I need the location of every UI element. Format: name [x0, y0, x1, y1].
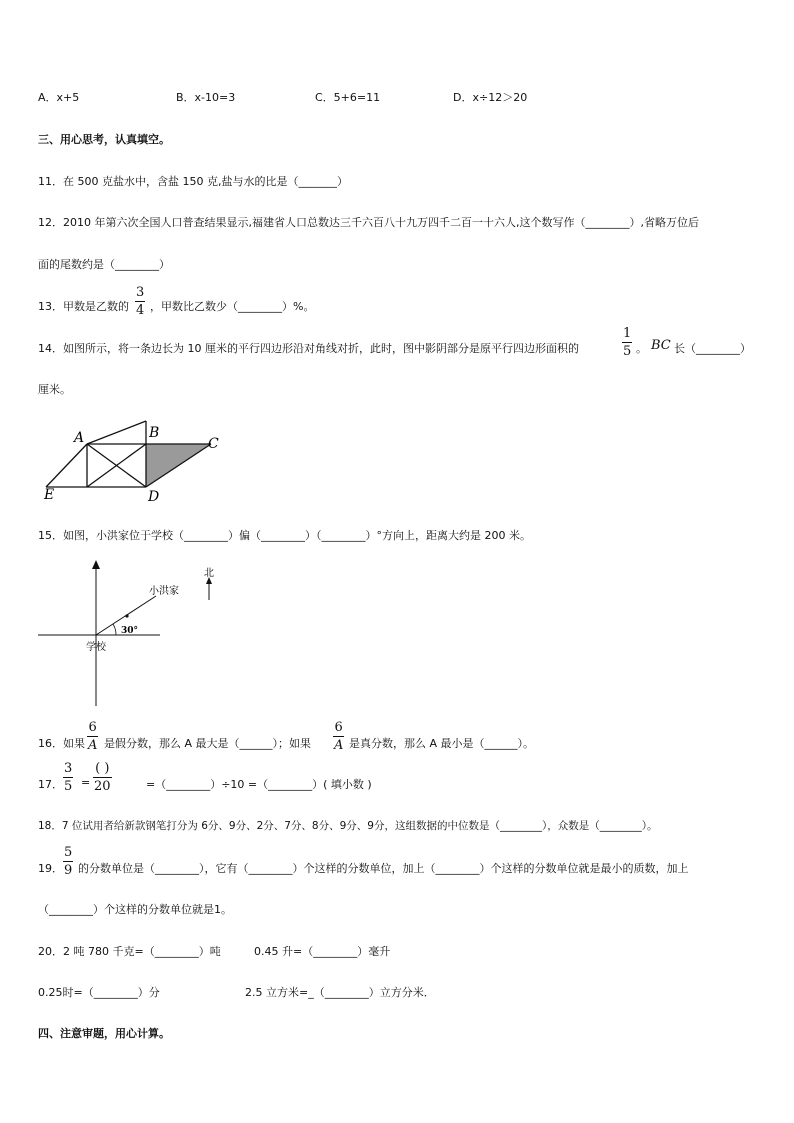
- question-15: 15．如图，小洪家位于学校（________）偏（________）（________）°方向上，距离大约是 200 米。: [38, 529, 531, 542]
- option-b: B．x-10=3: [176, 91, 236, 104]
- question-14-pre: 14．如图所示，将一条边长为 10 厘米的平行四边形沿对角线对折，此时，图中影阴部分是原平行四边形面积的: [38, 342, 579, 355]
- q16-denominator-1: A: [88, 738, 98, 753]
- q19-numerator: 5: [64, 845, 73, 860]
- question-19-pre: 19．: [38, 862, 63, 875]
- question-20-c: 0.25时=（________）分: [38, 986, 160, 999]
- q14-bc-label: BC: [651, 338, 671, 353]
- question-20-b: 0.45 升=（________）毫升: [254, 945, 391, 958]
- q16-numerator-2: 6: [334, 720, 343, 735]
- q14-denominator: 5: [623, 344, 632, 359]
- question-16-post: 是真分数，那么 A 最小是（______）。: [349, 737, 535, 750]
- question-20-d: 2.5 立方米=_（________）立方分米．: [245, 986, 435, 999]
- q19-denominator: 9: [64, 863, 73, 878]
- q16-denominator-2: A: [334, 738, 344, 753]
- question-13-post: ，甲数比乙数少（________）%。: [150, 300, 315, 313]
- question-17-post: =（________）÷10 =（________）( 填小数 ): [146, 778, 372, 791]
- q13-denominator: 4: [136, 303, 145, 318]
- section-3-title: 三、用心思考，认真填空。: [38, 133, 170, 146]
- q14-fraction: [622, 327, 632, 358]
- option-c: C．5+6=11: [315, 91, 381, 104]
- direction-figure: [36, 558, 236, 708]
- label-c: C: [208, 436, 219, 452]
- q17-numerator-1: 3: [64, 761, 73, 776]
- parallelogram-figure: [40, 415, 230, 505]
- question-14-post: 长（________）: [674, 342, 751, 355]
- label-e: E: [44, 487, 55, 503]
- q16-fraction-1: [87, 721, 98, 752]
- north-label: 北: [204, 568, 214, 579]
- q19-fraction: [63, 846, 73, 877]
- q16-numerator-1: 6: [88, 720, 97, 735]
- angle-label: 30°: [121, 626, 139, 636]
- question-14-line2: 厘米。: [38, 383, 71, 396]
- question-14-mid: 。: [636, 342, 647, 355]
- label-d: D: [148, 489, 160, 505]
- question-16-pre: 16．如果: [38, 737, 85, 750]
- q17-denominator-2: 20: [94, 779, 111, 794]
- question-19-post: 的分数单位是（________），它有（________）个这样的分数单位，加上（________）个这样的分数单位就是最小的质数，加上: [78, 862, 689, 875]
- q17-denominator-1: 5: [64, 779, 73, 794]
- option-d: D．x÷12＞20: [453, 91, 528, 104]
- home-label: 小洪家: [149, 586, 179, 597]
- q17-fraction-1: [63, 762, 73, 793]
- q17-equals: =: [81, 776, 91, 789]
- q13-fraction: [135, 286, 145, 317]
- question-11: 11．在 500 克盐水中，含盐 150 克,盐与水的比是（_______）: [38, 175, 348, 188]
- question-18: 18．7 位试用者给新款钢笔打分为 6分、9分、2分、7分、8分、9分、9分，这组数据的中位数是（________），众数是（________）。: [38, 820, 658, 832]
- q14-numerator: 1: [623, 326, 632, 341]
- question-20-a: 20．2 吨 780 千克=（________）吨: [38, 945, 221, 958]
- question-13-pre: 13．甲数是乙数的: [38, 300, 129, 313]
- q17-fraction-2: [93, 762, 112, 793]
- question-17-pre: 17．: [38, 778, 63, 791]
- question-12-line2: 面的尾数约是（________）: [38, 258, 170, 271]
- q13-numerator: 3: [136, 285, 145, 300]
- option-a: A．x+5: [38, 91, 80, 104]
- q16-fraction-2: [333, 721, 344, 752]
- question-16-mid: 是假分数，那么 A 最大是（______）；如果: [104, 737, 312, 750]
- school-label: 学校: [86, 642, 106, 653]
- q17-numerator-2: ( ): [95, 761, 110, 776]
- question-19-line2: （________）个这样的分数单位就是1。: [38, 903, 232, 916]
- label-a: A: [74, 430, 85, 446]
- section-4-title: 四、注意审题，用心计算。: [38, 1027, 170, 1040]
- label-b: B: [149, 425, 160, 441]
- question-12-line1: 12．2010 年第六次全国人口普查结果显示,福建省人口总数达三千六百八十九万四千二百一十六人,这个数写作（________）,省略万位后: [38, 216, 699, 229]
